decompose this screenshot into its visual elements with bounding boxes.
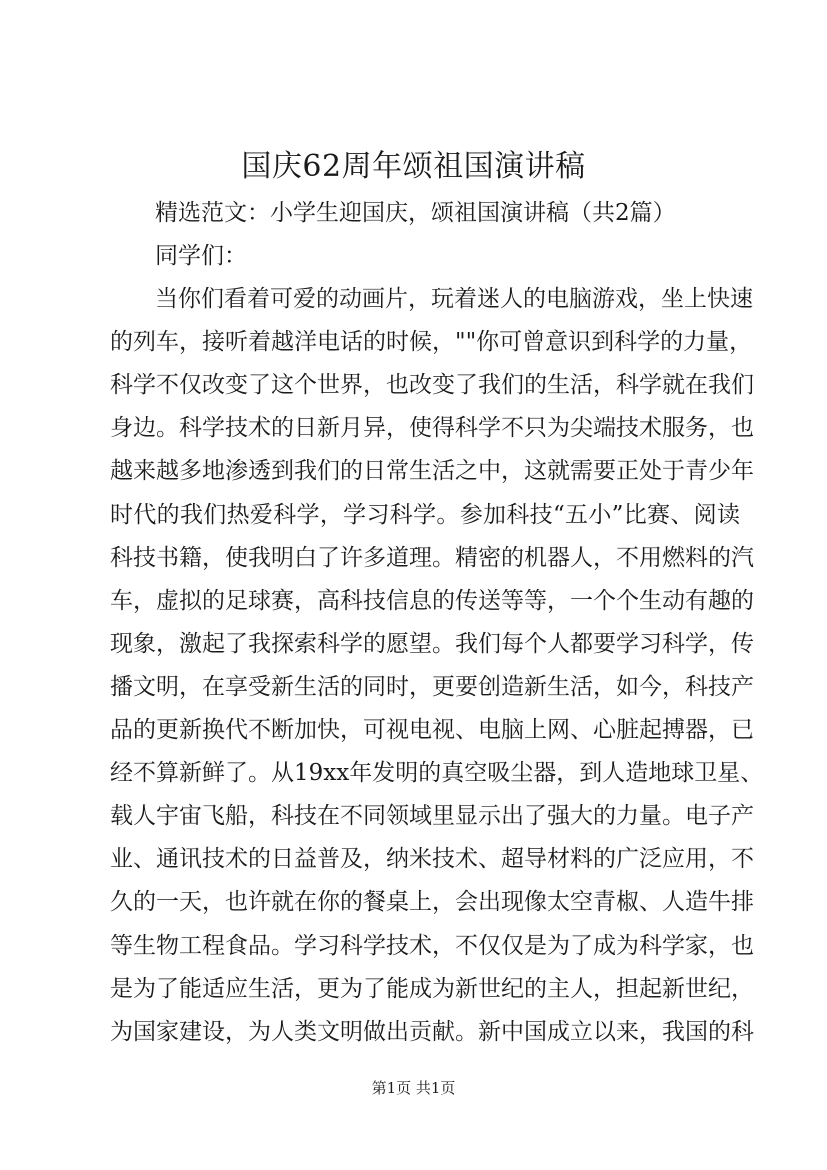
body-line: 身边。科学技术的日新月异，使得科学不只为尖端技术服务，也 xyxy=(110,415,754,442)
body-line: 为国家建设，为人类文明做出贡献。新中国成立以来，我国的科 xyxy=(110,1018,754,1045)
body-line: 久的一天，也许就在你的餐桌上，会出现像太空青椒、人造牛排 xyxy=(110,889,754,916)
body-line: 当你们看着可爱的动画片，玩着迷人的电脑游戏，坐上快速 xyxy=(155,286,753,312)
body-line: 现象，激起了我探索科学的愿望。我们每个人都要学习科学，传 xyxy=(110,630,754,657)
page-footer: 第1页 共1页 xyxy=(371,1079,456,1097)
body-line: 业、通讯技术的日益普及，纳米技术、超导材料的广泛应用，不 xyxy=(110,846,754,873)
body-line: 等生物工程食品。学习科学技术，不仅仅是为了成为科学家，也 xyxy=(110,932,754,959)
body-line: 科技书籍，使我明白了许多道理。精密的机器人，不用燃料的汽 xyxy=(110,544,754,571)
document-title: 国庆62周年颂祖国演讲稿 xyxy=(241,149,586,184)
body-line: 的列车，接听着越洋电话的时候，""你可曾意识到科学的力量， xyxy=(110,329,753,356)
body-line: 车，虚拟的足球赛，高科技信息的传送等等，一个个生动有趣的 xyxy=(110,587,754,614)
body-line: 是为了能适应生活，更为了能成为新世纪的主人，担起新世纪， xyxy=(110,975,754,1002)
body-line: 越来越多地渗透到我们的日常生活之中，这就需要正处于青少年 xyxy=(110,458,754,485)
body-line: 品的更新换代不断加快，可视电视、电脑上网、心脏起搏器，已 xyxy=(110,717,754,743)
salutation: 同学们： xyxy=(155,243,247,269)
body-line: 时代的我们热爱科学，学习科学。参加科技“五小”比赛、阅读 xyxy=(110,501,740,528)
body-line: 载人宇宙飞船，科技在不同领域里显示出了强大的力量。电子产 xyxy=(110,803,754,830)
body-line: 播文明，在享受新生活的同时，更要创造新生活，如今，科技产 xyxy=(110,673,754,700)
document-subtitle: 精选范文：小学生迎国庆，颂祖国演讲稿（共2篇） xyxy=(155,200,676,226)
body-line: 科学不仅改变了这个世界，也改变了我们的生活，科学就在我们 xyxy=(110,372,754,399)
body-line: 经不算新鲜了。从19xx年发明的真空吸尘器，到人造地球卫星、 xyxy=(110,760,764,787)
